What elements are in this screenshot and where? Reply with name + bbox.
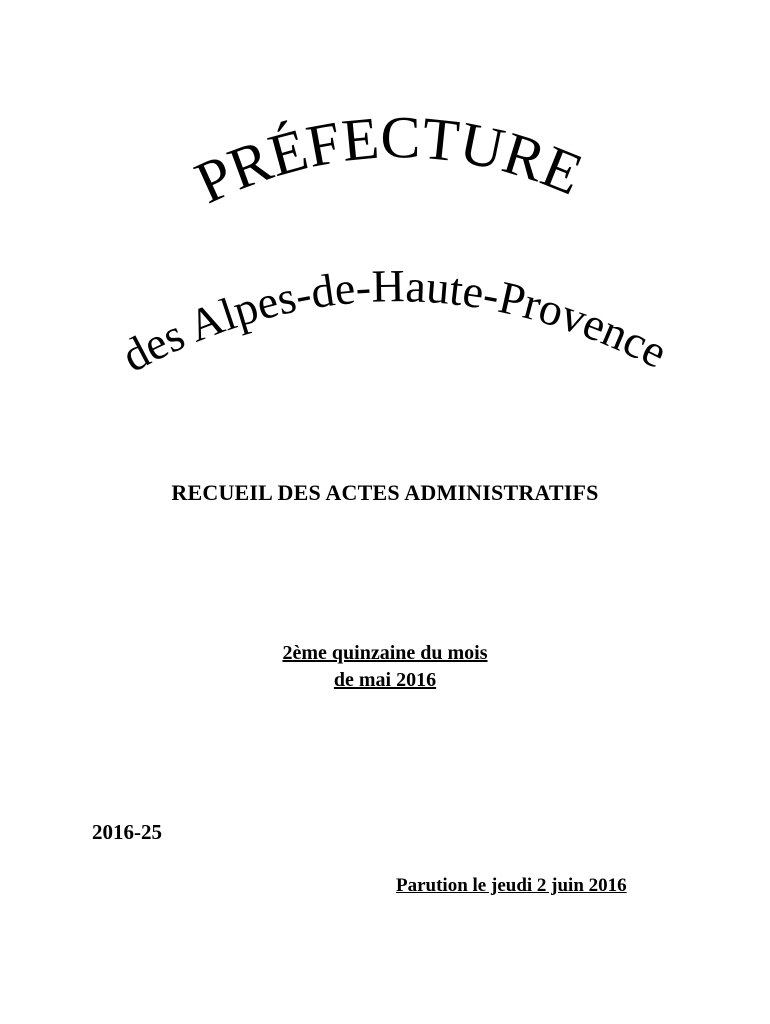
- department-name: [114, 260, 676, 382]
- prefecture-title-path: PRÉFECTURE: [185, 104, 592, 217]
- prefecture-header: [0, 0, 770, 440]
- department-name-path: des Alpes-de-Haute-Provence: [113, 260, 676, 382]
- publication-date: Parution le jeudi 2 juin 2016: [396, 875, 627, 896]
- document-heading: RECUEIL DES ACTES ADMINISTRATIFS: [171, 480, 599, 505]
- prefecture-title: [186, 104, 592, 216]
- period-line-1: 2ème quinzaine du mois: [282, 642, 488, 664]
- period-line-2: de mai 2016: [333, 669, 437, 691]
- issue-number: 2016-25: [92, 820, 162, 844]
- period-block: [0, 640, 770, 694]
